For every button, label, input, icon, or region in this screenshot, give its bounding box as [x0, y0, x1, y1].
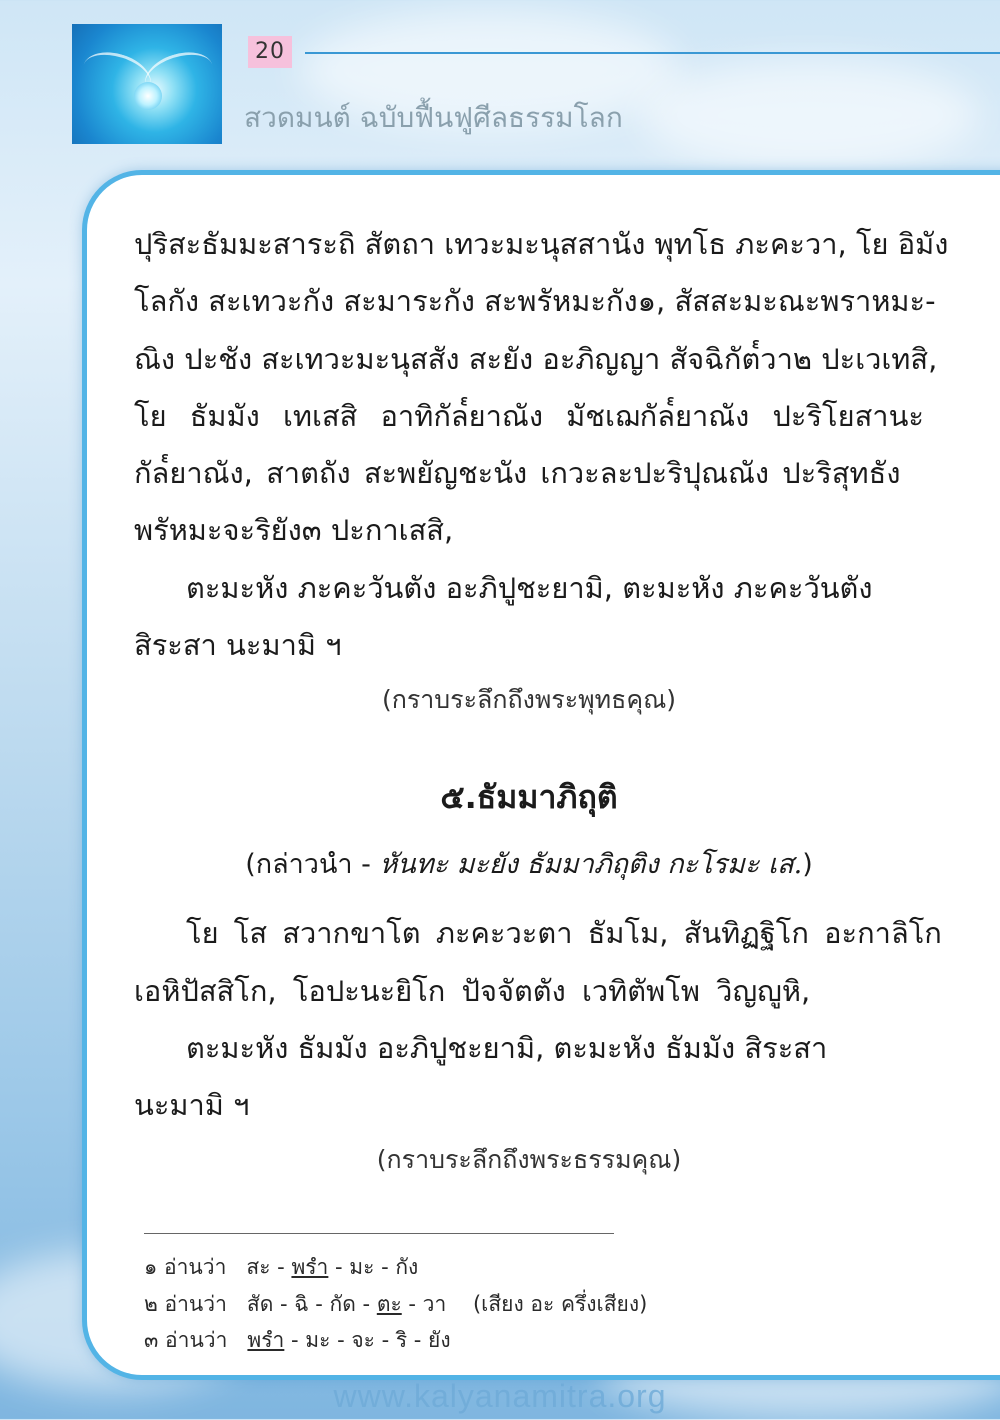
text-line: พรัหมะจะริยัง๓ ปะกาเสสิ, — [134, 513, 454, 547]
text-line: โลกัง สะเทวะกัง สะมาระกัง สะพรัหมะกัง๑, สัสสะมะณะพราหมะ- — [134, 284, 936, 318]
footnote-3 — [144, 1324, 451, 1357]
intro-prefix: (กล่าวนำ - — [245, 849, 380, 880]
text-line: ปุริสะธัมมะสาระถิ สัตถา เทวะมะนุสสานัง พุทโธ ภะคะวา, โย อิมัง — [134, 227, 949, 261]
footnote-1 — [144, 1251, 418, 1284]
header-divider — [305, 52, 1000, 54]
intro-chant: หันทะ มะยัง ธัมมาภิถุติง กะโรมะ เส. — [379, 849, 803, 880]
section-note: (กราบระลึกถึงพระธรรมคุณ) — [376, 1145, 682, 1174]
text-line: เอหิปัสสิโก, โอปะนะยิโก ปัจจัตตัง เวทิตัพโพ วิญญูหิ, — [134, 974, 811, 1008]
text-line: ณิง ปะชัง สะเทวะมะนุสสัง สะยัง อะภิญญา สัจฉิกัต๎วา๒ ปะเวเทสิ, — [134, 342, 938, 376]
book-title: สวดมนต์ ฉบับฟื้นฟูศีลธรรมโลก — [244, 101, 623, 134]
footer-url: www.kalyanamitra.org — [333, 1378, 667, 1414]
section-heading: ๕.ธัมมาภิถุติ — [440, 778, 618, 816]
text-line: กัล๎ยาณัง, สาตถัง สะพยัญชะนัง เกวะละปะริปุณณัง ปะริสุทธัง — [134, 456, 901, 490]
footnote-label: อ่านว่า — [164, 1255, 227, 1279]
footnote-text: สะ - — [246, 1255, 292, 1279]
footnote-text: - มะ - กัง — [328, 1255, 419, 1279]
footnote-label: อ่านว่า — [165, 1328, 228, 1352]
orb-icon — [134, 82, 162, 110]
footnote-text: - มะ - จะ - ริ - ยัง — [284, 1328, 451, 1352]
footnote-underlined: พรำ — [291, 1255, 329, 1279]
footnote-number: ๒ — [144, 1292, 158, 1316]
logo-emblem — [72, 24, 222, 144]
footnote-number: ๑ — [144, 1255, 158, 1279]
text-line: โย ธัมมัง เทเสสิ อาทิกัล๎ยาณัง มัชเฌกัล๎ยาณัง ปะริโยสานะ — [134, 399, 924, 433]
footnote-label: อ่านว่า — [164, 1292, 227, 1316]
footnote-number: ๓ — [144, 1328, 159, 1352]
intro-suffix: ) — [802, 849, 813, 880]
section-note: (กราบระลึกถึงพระพุทธคุณ) — [381, 685, 677, 714]
footnote-text: สัด - ฉิ - กัด - — [246, 1292, 377, 1316]
footnote-remark: (เสียง อะ ครึ่งเสียง) — [472, 1292, 648, 1316]
text-line: ตะมะหัง ธัมมัง อะภิปูชะยามิ, ตะมะหัง ธัมมัง สิระสา — [186, 1031, 828, 1065]
intro-line — [134, 842, 924, 885]
text-line: โย โส สวากขาโต ภะคะวะตา ธัมโม, สันทิฏฐิโก อะกาลิโก — [186, 916, 942, 950]
text-line: ตะมะหัง ภะคะวันตัง อะภิปูชะยามิ, ตะมะหัง ภะคะวันตัง — [186, 571, 873, 605]
text-line: นะมามิ ฯ — [134, 1088, 250, 1122]
footnote-underlined: พรำ — [247, 1328, 285, 1352]
cloud-decoration — [640, 60, 980, 170]
text-line: สิระสา นะมามิ ฯ — [134, 628, 342, 662]
footnote-2 — [144, 1288, 647, 1321]
footnote-divider — [144, 1233, 614, 1234]
page-number: 20 — [248, 36, 292, 68]
footnote-text: - วา — [401, 1292, 447, 1316]
footnote-underlined: ตะ — [376, 1292, 402, 1316]
